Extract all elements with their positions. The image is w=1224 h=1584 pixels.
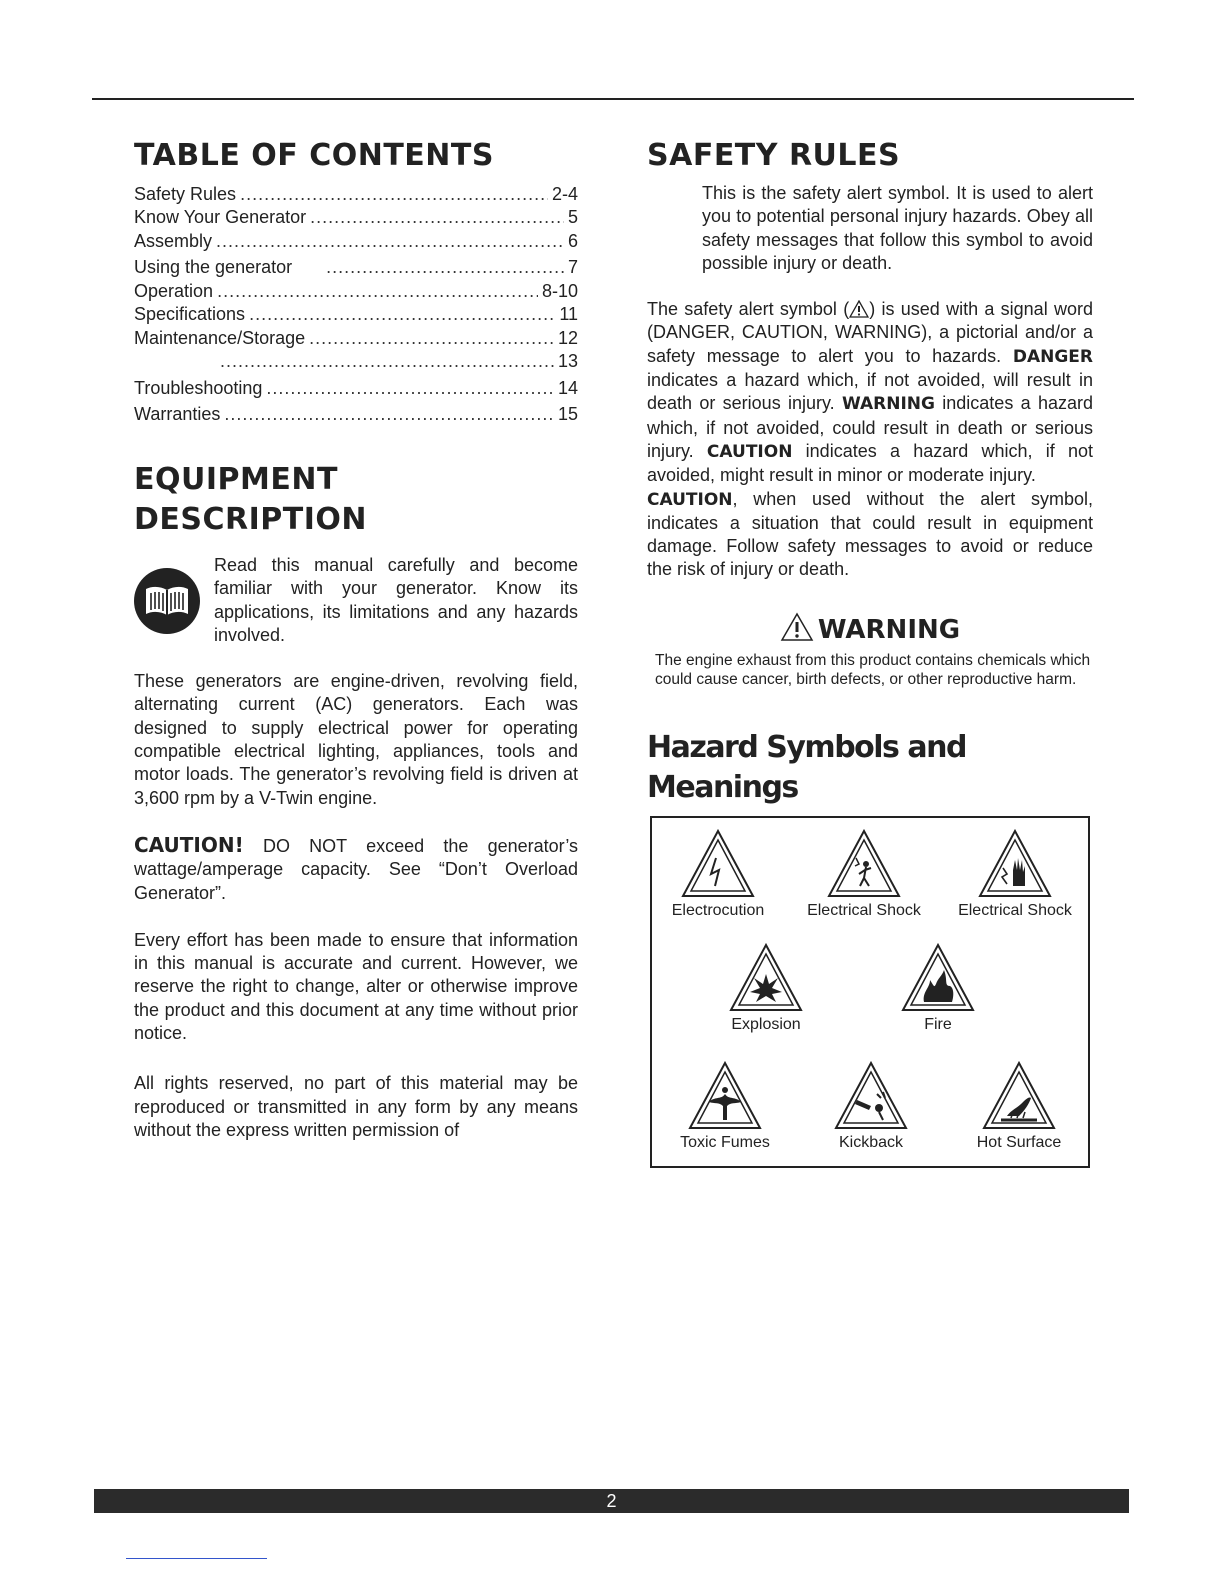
toc-leader [220, 350, 554, 373]
toc-entry-page: 15 [557, 404, 578, 424]
page-number-bar [94, 1489, 1129, 1513]
caution-text: DO NOT exceed the generator’s wattage/amperage capacity. See “Don’t Overload Generator”. [134, 835, 578, 903]
safety-alert-icon [849, 300, 869, 318]
warning-word: WARNING [842, 394, 935, 415]
manual-notice-text: Read this manual carefully and become familiar with your generator. Know its applications, its limitations and any hazards involved. [214, 555, 578, 645]
toc-leader [216, 230, 564, 253]
toc-entry-page: 5 [567, 207, 578, 227]
hazard-explosion [691, 942, 841, 1034]
toc-entry[interactable] [134, 350, 578, 374]
warning-body: The engine exhaust from this product contains chemicals which could cause cancer, birth defects, or other reproductive harm. [655, 651, 1091, 689]
toc-leader [309, 327, 554, 350]
electrocution-icon [680, 828, 756, 900]
hazard-caption: Electrical Shock [807, 902, 921, 919]
toxic-fumes-icon [687, 1060, 763, 1132]
toc-entry-label: Safety Rules [134, 183, 237, 204]
toc-entry-page: 7 [567, 257, 578, 277]
caution-word: CAUTION! [134, 832, 244, 857]
toc-entry-label: Know Your Generator [134, 207, 307, 227]
hazard-caption: Electrocution [671, 902, 765, 919]
kickback-icon [833, 1060, 909, 1132]
toc-entry[interactable] [134, 403, 578, 427]
electrical-shock-hand-icon [977, 828, 1053, 900]
toc-entry-page: 2-4 [551, 183, 578, 204]
warning-text: indicates a hazard which, if not avoided, could result in death or serious injury. [647, 393, 1093, 461]
electrical-shock-icon [826, 828, 902, 900]
toc-entry-page: 12 [557, 327, 578, 348]
toc-entry-page: 8-10 [541, 280, 578, 301]
toc-entry-label: Operation [134, 280, 214, 301]
caution-word: CAUTION [706, 441, 793, 462]
warning-icon [780, 612, 814, 642]
toc-entry[interactable] [134, 376, 578, 400]
signal-words-paragraph [647, 298, 1093, 582]
toc-leader [310, 206, 564, 229]
toc-entry-page: 11 [559, 304, 578, 324]
toc-entry-page: 13 [557, 351, 578, 371]
page-number: 2 [606, 1491, 617, 1511]
manual-notice [134, 554, 578, 647]
hazard-electrocution [643, 828, 793, 920]
book-icon [134, 568, 200, 634]
rights-paragraph: All rights reserved, no part of this material may be reproduced or transmitted in any form by any means without the express written permission of [134, 1073, 578, 1140]
caution-word: CAUTION [647, 489, 733, 510]
hazard-fire [863, 942, 1013, 1034]
toc-entry-label: Warranties [134, 404, 221, 424]
toc-entry-page: 14 [557, 377, 578, 398]
toc-leader [266, 377, 554, 400]
explosion-icon [728, 942, 804, 1014]
toc-entry-label: Using the generator [134, 257, 293, 277]
fire-icon [900, 942, 976, 1014]
left-column [134, 136, 578, 1142]
hazard-caption: Hot Surface [976, 1134, 1062, 1151]
hazard-toxic-fumes [650, 1060, 800, 1152]
caution-paragraph [134, 834, 578, 905]
danger-text: indicates a hazard which, if not avoided, will result in death or serious injury. [647, 370, 1093, 414]
hazard-kickback [796, 1060, 946, 1152]
toc-entry[interactable] [134, 326, 578, 350]
toc-leader [224, 403, 554, 426]
toc-leader [240, 183, 548, 206]
toc-entry[interactable] [134, 229, 578, 253]
toc-entry-label: Assembly [134, 230, 213, 251]
toc-entry[interactable] [134, 182, 578, 206]
caution-text: , when used without the alert symbol, indicates a situation that could result in equipment damage. Follow safety messages to avoid or reduce the risk of injury or death. [647, 488, 1093, 580]
equipment-title: EQUIPMENT DESCRIPTION [134, 462, 368, 537]
safety-intro: This is the safety alert symbol. It is used to alert you to potential personal injury hazards. Obey all safety messages that follow this symbol to avoid possible injury or death. [702, 183, 1093, 273]
hazard-hot-surface [944, 1060, 1094, 1152]
toc-entry-label: Specifications [134, 304, 246, 324]
warning-heading-text: WARNING [817, 614, 961, 645]
signal-text: The safety alert symbol ( [647, 299, 850, 320]
description-paragraph: These generators are engine-driven, revolving field, alternating current (AC) generators. Each was designed to supply electrical power for operating compatible electrical lighting, appliances, tools and motor loads. The generator’s revolving field is driven at 3,600 rpm by a V-Twin engine. [134, 671, 578, 808]
toc-entry-label: Troubleshooting [134, 377, 263, 398]
warning-heading [647, 612, 1093, 645]
hazard-caption: Electrical Shock [958, 902, 1072, 919]
toc-entry-page: 6 [567, 230, 578, 251]
table-of-contents [134, 182, 578, 426]
signal-text: ) is used with a signal word (DANGER, CAUTION, WARNING), a pictorial and/or a safety message to alert you to hazards. [647, 299, 1093, 366]
top-rule [92, 98, 1134, 100]
hazard-symbols-box [650, 816, 1090, 1168]
toc-title: TABLE OF CONTENTS [134, 138, 494, 173]
danger-word: DANGER [1012, 346, 1093, 367]
toc-entry[interactable] [134, 279, 578, 303]
toc-leader [326, 256, 564, 279]
toc-entry-label: Maintenance/Storage [134, 327, 306, 348]
toc-entry[interactable] [134, 303, 578, 327]
toc-entry[interactable] [134, 206, 578, 230]
hazard-electrical-shock [940, 828, 1090, 920]
hazard-caption: Toxic Fumes [680, 1134, 770, 1151]
toc-leader [217, 280, 538, 303]
accuracy-paragraph: Every effort has been made to ensure that information in this manual is accurate and current. However, we reserve the right to change, alter or otherwise improve the product and this document at any time without prior notice. [134, 929, 578, 1044]
toc-entry[interactable] [134, 256, 578, 280]
toc-leader [249, 303, 555, 326]
hazard-caption: Fire [924, 1016, 952, 1033]
safety-title: SAFETY RULES [647, 138, 901, 173]
right-column [647, 136, 1093, 808]
underline-mark [126, 1558, 267, 1559]
hazard-electrical-shock [789, 828, 939, 920]
caution-text: indicates a hazard which, if not avoided, might result in minor or moderate injury. [647, 440, 1093, 486]
hazard-caption: Kickback [838, 1134, 904, 1151]
hazard-title: Hazard Symbols and Meanings [647, 729, 966, 805]
hot-surface-icon [981, 1060, 1057, 1132]
hazard-caption: Explosion [731, 1016, 801, 1033]
